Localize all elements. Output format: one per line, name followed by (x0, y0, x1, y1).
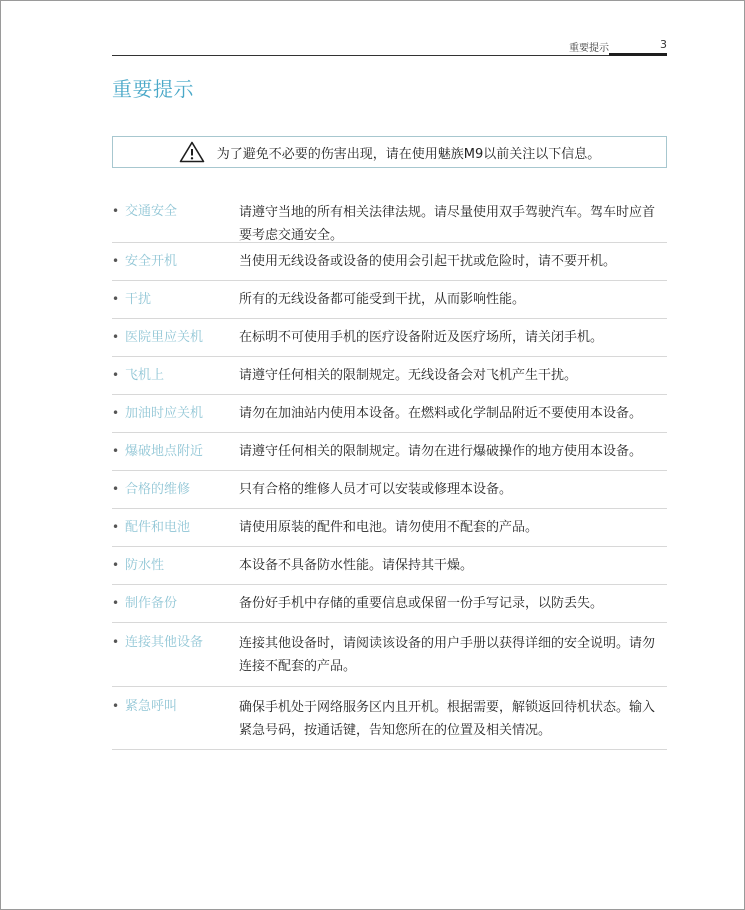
bullet-icon: • (112, 406, 120, 420)
item-description: 连接其他设备时，请阅读该设备的用户手册以获得详细的安全说明。请勿连接不配套的产品。 (239, 636, 656, 674)
item-label-text: 交通安全 (125, 204, 178, 219)
item-label-text: 安全开机 (125, 254, 178, 269)
item-description: 备份好手机中存储的重要信息或保留一份手写记录，以防丢失。 (239, 596, 604, 611)
item-label-text: 制作备份 (125, 596, 178, 611)
item-description: 请遵守任何相关的限制规定。请勿在进行爆破操作的地方使用本设备。 (239, 444, 643, 459)
item-label-text: 加油时应关机 (125, 406, 204, 421)
item-description: 本设备不具备防水性能。请保持其干燥。 (239, 558, 474, 573)
item-label (112, 593, 239, 614)
list-item (112, 281, 667, 319)
bullet-icon: • (112, 292, 120, 306)
header-section-title: 重要提示 (569, 43, 609, 54)
list-item (112, 547, 667, 585)
bullet-icon: • (112, 368, 120, 382)
bullet-icon: • (112, 596, 120, 610)
bullet-icon: • (112, 635, 120, 649)
bullet-icon: • (112, 204, 120, 218)
list-item (112, 191, 667, 243)
list-item (112, 509, 667, 547)
list-item (112, 623, 667, 687)
item-label-text: 防水性 (125, 558, 165, 573)
safety-list (112, 191, 667, 750)
list-item (112, 585, 667, 623)
bullet-icon: • (112, 444, 120, 458)
item-description: 当使用无线设备或设备的使用会引起干扰或危险时，请不要开机。 (239, 254, 617, 269)
item-description: 只有合格的维修人员才可以安装或修理本设备。 (239, 482, 513, 497)
warning-triangle-icon (179, 141, 205, 163)
item-description: 请遵守任何相关的限制规定。无线设备会对飞机产生干扰。 (239, 368, 578, 383)
item-label (112, 289, 239, 310)
item-label (112, 555, 239, 576)
header-accent-bar (609, 53, 667, 56)
list-item (112, 319, 667, 357)
item-label-text: 爆破地点附近 (125, 444, 204, 459)
item-description: 确保手机处于网络服务区内且开机。根据需要，解锁返回待机状态。输入紧急号码，按通话键，告知您所在的位置及相关情况。 (239, 700, 656, 738)
bullet-icon: • (112, 482, 120, 496)
item-description: 在标明不可使用手机的医疗设备附近及医疗场所，请关闭手机。 (239, 330, 604, 345)
list-item (112, 433, 667, 471)
notice-box (112, 136, 667, 168)
list-item (112, 395, 667, 433)
item-label-text: 连接其他设备 (125, 635, 204, 650)
bullet-icon: • (112, 558, 120, 572)
item-label (112, 632, 239, 653)
page-header (112, 37, 667, 56)
item-label-text: 医院里应关机 (125, 330, 204, 345)
item-label-text: 配件和电池 (125, 520, 191, 535)
item-label (112, 327, 239, 348)
list-item (112, 357, 667, 395)
list-item (112, 471, 667, 509)
bullet-icon: • (112, 254, 120, 268)
page-number: 3 (660, 38, 667, 51)
item-label (112, 251, 239, 272)
item-label-text: 合格的维修 (125, 482, 191, 497)
item-label (112, 696, 239, 717)
bullet-icon: • (112, 520, 120, 534)
item-description: 请遵守当地的所有相关法律法规。请尽量使用双手驾驶汽车。驾车时应首要考虑交通安全。 (239, 205, 656, 243)
notice-text: 为了避免不必要的伤害出现，请在使用魅族M9以前关注以下信息。 (216, 146, 601, 162)
item-description: 请使用原装的配件和电池。请勿使用不配套的产品。 (239, 520, 539, 535)
item-label (112, 365, 239, 386)
page-title: 重要提示 (112, 77, 194, 101)
list-item (112, 687, 667, 750)
item-label (112, 441, 239, 462)
bullet-icon: • (112, 330, 120, 344)
item-label (112, 517, 239, 538)
bullet-icon: • (112, 699, 120, 713)
item-label-text: 飞机上 (125, 368, 165, 383)
item-label (112, 403, 239, 424)
item-description: 所有的无线设备都可能受到干扰，从而影响性能。 (239, 292, 526, 307)
item-label (112, 201, 239, 222)
item-label (112, 479, 239, 500)
item-label-text: 干扰 (125, 292, 152, 307)
item-label-text: 紧急呼叫 (125, 699, 178, 714)
item-description: 请勿在加油站内使用本设备。在燃料或化学制品附近不要使用本设备。 (239, 406, 643, 421)
list-item (112, 243, 667, 281)
